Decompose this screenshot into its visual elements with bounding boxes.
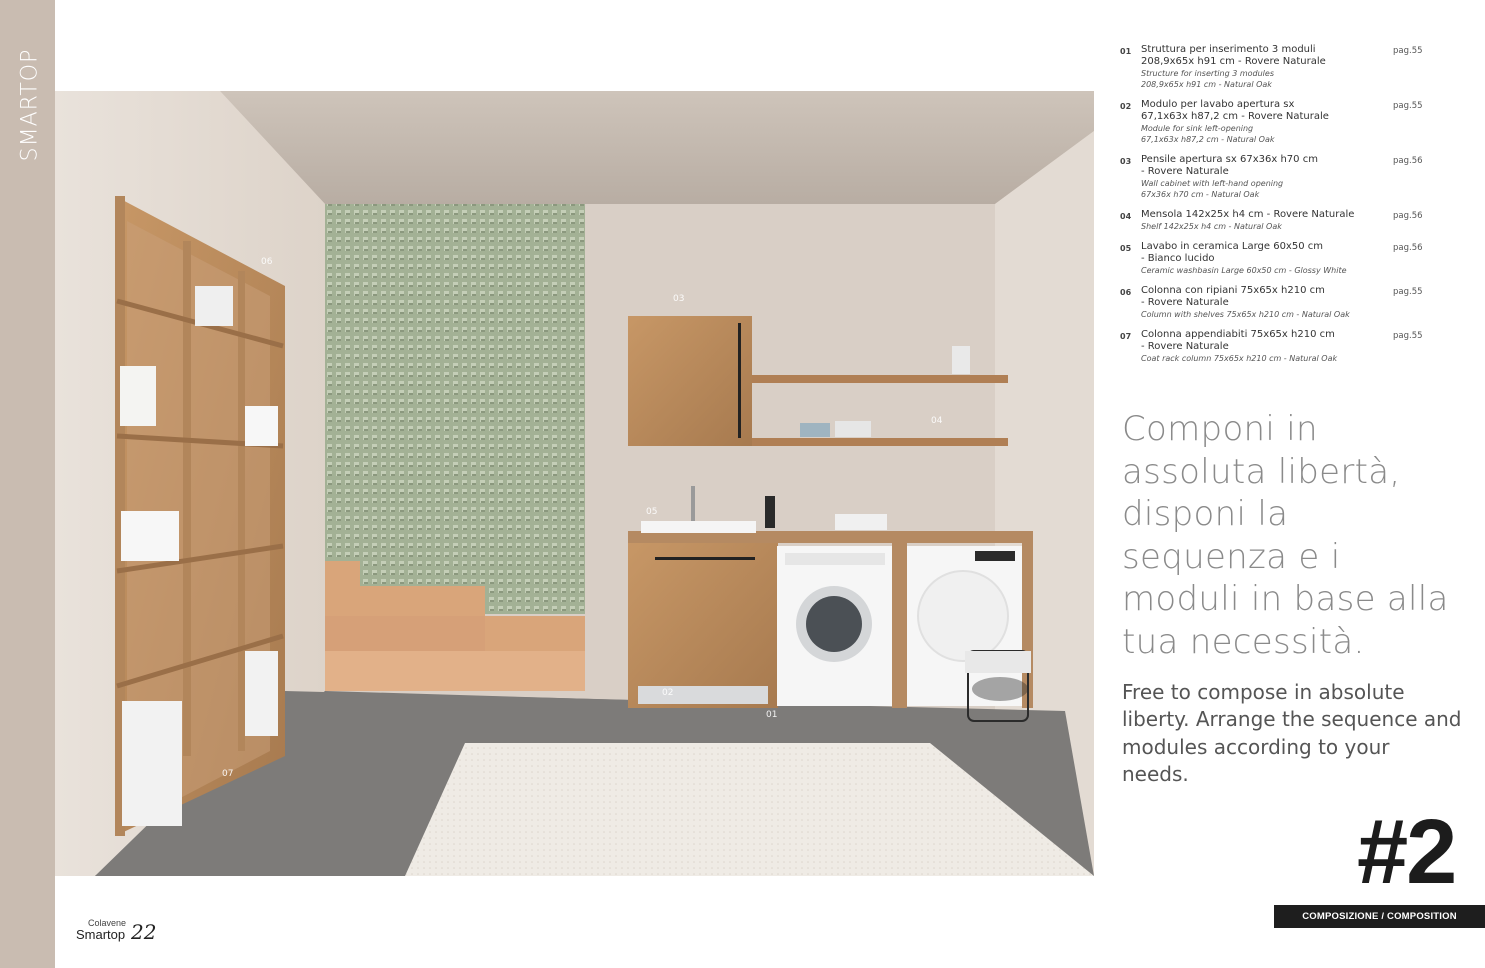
headline-italian: Componi in assoluta libertà, disponi la sequenza e i moduli in base alla tua necessità. bbox=[1122, 409, 1449, 662]
legend-page-ref: pag.55 bbox=[1393, 46, 1423, 56]
legend-page-ref: pag.56 bbox=[1393, 211, 1423, 221]
legend-description-en: Wall cabinet with left-hand opening 67x36x h70 cm - Natural Oak bbox=[1141, 179, 1284, 199]
callout-04: 04 bbox=[931, 416, 943, 426]
legend-number: 01 bbox=[1120, 47, 1132, 56]
legend-description-it: Mensola 142x25x h4 cm - Rovere Naturale bbox=[1141, 209, 1355, 220]
page-number: 22 bbox=[131, 920, 157, 944]
legend-item bbox=[1120, 44, 1430, 90]
legend-number: 02 bbox=[1120, 102, 1132, 111]
legend-item bbox=[1120, 99, 1430, 145]
legend-number: 06 bbox=[1120, 288, 1132, 297]
legend-item bbox=[1120, 285, 1430, 320]
legend-item bbox=[1120, 329, 1430, 364]
component-legend bbox=[1120, 44, 1430, 373]
legend-description-en: Module for sink left-opening 67,1x63x h87,2 cm - Natural Oak bbox=[1141, 124, 1275, 144]
legend-number: 04 bbox=[1120, 212, 1132, 221]
legend-description-en: Coat rack column 75x65x h210 cm - Natural Oak bbox=[1141, 354, 1338, 363]
room-photo bbox=[55, 91, 1094, 876]
legend-description-it: Colonna appendiabiti 75x65x h210 cm - Rovere Naturale bbox=[1141, 329, 1335, 352]
footer-brand: Colavene bbox=[88, 918, 127, 928]
footer-product: Smartop bbox=[76, 927, 126, 942]
legend-page-ref: pag.56 bbox=[1393, 243, 1423, 253]
legend-page-ref: pag.56 bbox=[1393, 156, 1423, 166]
callout-01: 01 bbox=[766, 710, 778, 720]
legend-description-it: Modulo per lavabo apertura sx 67,1x63x h87,2 cm - Rovere Naturale bbox=[1141, 99, 1329, 122]
legend-page-ref: pag.55 bbox=[1393, 101, 1423, 111]
legend-number: 03 bbox=[1120, 157, 1132, 166]
legend-description-en: Column with shelves 75x65x h210 cm - Natural Oak bbox=[1141, 310, 1350, 319]
legend-description-it: Lavabo in ceramica Large 60x50 cm - Bianco lucido bbox=[1141, 241, 1323, 264]
composition-number: #2 bbox=[1357, 801, 1456, 903]
legend-description-en: Structure for inserting 3 modules 208,9x65x h91 cm - Natural Oak bbox=[1141, 69, 1274, 89]
callout-05: 05 bbox=[646, 507, 658, 517]
callout-06: 06 bbox=[261, 257, 273, 267]
composition-label: COMPOSIZIONE / COMPOSITION bbox=[1274, 905, 1485, 928]
legend-description-it: Struttura per inserimento 3 moduli 208,9x65x h91 cm - Rovere Naturale bbox=[1141, 44, 1326, 67]
legend-item bbox=[1120, 241, 1430, 276]
callout-07: 07 bbox=[222, 769, 234, 779]
side-label: SMARTOP bbox=[17, 48, 43, 162]
legend-page-ref: pag.55 bbox=[1393, 331, 1423, 341]
legend-description-it: Colonna con ripiani 75x65x h210 cm - Rovere Naturale bbox=[1141, 285, 1325, 308]
legend-item bbox=[1120, 209, 1430, 232]
legend-number: 05 bbox=[1120, 244, 1132, 253]
legend-page-ref: pag.55 bbox=[1393, 287, 1423, 297]
headline-english: Free to compose in absolute liberty. Arrange the sequence and modules according to your needs. bbox=[1122, 680, 1462, 786]
legend-number: 07 bbox=[1120, 332, 1132, 341]
callout-03: 03 bbox=[673, 294, 685, 304]
legend-item bbox=[1120, 154, 1430, 200]
callout-02: 02 bbox=[662, 688, 674, 698]
legend-description-en: Ceramic washbasin Large 60x50 cm - Glossy White bbox=[1141, 266, 1347, 275]
legend-description-it: Pensile apertura sx 67x36x h70 cm - Rovere Naturale bbox=[1141, 154, 1318, 177]
legend-description-en: Shelf 142x25x h4 cm - Natural Oak bbox=[1141, 222, 1282, 231]
